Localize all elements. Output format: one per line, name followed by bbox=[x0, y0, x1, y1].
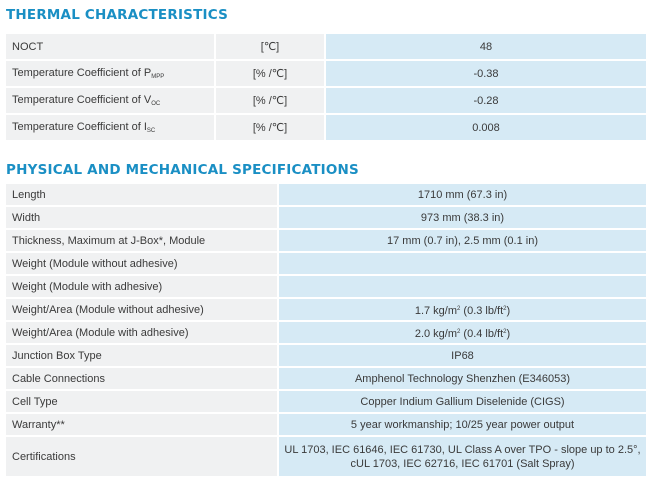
row-label bbox=[5, 114, 215, 141]
row-value bbox=[278, 275, 647, 298]
value-part: ) bbox=[506, 304, 511, 317]
row-value: 1710 mm (67.3 in) bbox=[278, 183, 647, 206]
row-label: Length bbox=[5, 183, 278, 206]
table-row bbox=[5, 60, 647, 87]
table-row bbox=[5, 183, 647, 206]
table-row bbox=[5, 390, 647, 413]
row-value: 5 year workmanship; 10/25 year power output bbox=[278, 413, 647, 436]
row-label: NOCT bbox=[5, 33, 215, 60]
row-value: -0.28 bbox=[325, 87, 647, 114]
table-row bbox=[5, 229, 647, 252]
row-value bbox=[278, 436, 647, 477]
row-label: Thickness, Maximum at J-Box*, Module bbox=[5, 229, 278, 252]
value-part: 1.7 kg/m bbox=[414, 304, 458, 317]
row-value bbox=[278, 252, 647, 275]
row-label: Certifications bbox=[5, 436, 278, 477]
row-label: Weight (Module without adhesive) bbox=[5, 252, 278, 275]
table-row bbox=[5, 436, 647, 477]
row-value: Copper Indium Gallium Diselenide (CIGS) bbox=[278, 390, 647, 413]
table-row bbox=[5, 206, 647, 229]
label-text: Temperature Coefficient of I bbox=[12, 121, 147, 133]
row-value: Amphenol Technology Shenzhen (E346053) bbox=[278, 367, 647, 390]
table-row bbox=[5, 87, 647, 114]
row-label: Weight (Module with adhesive) bbox=[5, 275, 278, 298]
row-label: Cable Connections bbox=[5, 367, 278, 390]
label-subscript: OC bbox=[151, 101, 161, 107]
row-unit: [% /℃] bbox=[215, 114, 325, 141]
value-part: ) bbox=[506, 327, 511, 340]
row-label: Warranty** bbox=[5, 413, 278, 436]
thermal-section-title: THERMAL CHARACTERISTICS bbox=[6, 7, 228, 23]
label-subscript: SC bbox=[146, 128, 156, 134]
row-value bbox=[278, 321, 647, 344]
row-unit: [% /℃] bbox=[215, 60, 325, 87]
table-row bbox=[5, 252, 647, 275]
row-label bbox=[5, 87, 215, 114]
row-value bbox=[278, 298, 647, 321]
row-label bbox=[5, 60, 215, 87]
row-value: 0.008 bbox=[325, 114, 647, 141]
physical-section-title: PHYSICAL AND MECHANICAL SPECIFICATIONS bbox=[6, 162, 359, 178]
value-superscript: 2 bbox=[503, 305, 507, 312]
row-label: Junction Box Type bbox=[5, 344, 278, 367]
row-value: 17 mm (0.7 in), 2.5 mm (0.1 in) bbox=[278, 229, 647, 252]
row-value: 48 bbox=[325, 33, 647, 60]
table-row bbox=[5, 367, 647, 390]
table-row bbox=[5, 33, 647, 60]
label-text: Temperature Coefficient of V bbox=[12, 94, 152, 106]
row-value: 973 mm (38.3 in) bbox=[278, 206, 647, 229]
row-value: -0.38 bbox=[325, 60, 647, 87]
row-label: Width bbox=[5, 206, 278, 229]
value-line: UL 1703, IEC 61646, IEC 61730, UL Class A over TPO - slope up to 2.5°, bbox=[284, 443, 641, 456]
table-row bbox=[5, 298, 647, 321]
row-label: Weight/Area (Module without adhesive) bbox=[5, 298, 278, 321]
row-label: Weight/Area (Module with adhesive) bbox=[5, 321, 278, 344]
thermal-characteristics-table bbox=[4, 32, 648, 142]
value-superscript: 2 bbox=[503, 328, 507, 335]
value-superscript: 2 bbox=[457, 328, 461, 335]
physical-mechanical-table bbox=[4, 182, 648, 478]
row-value: IP68 bbox=[278, 344, 647, 367]
value-part: 2.0 kg/m bbox=[414, 327, 458, 340]
value-line: cUL 1703, IEC 62716, IEC 61701 (Salt Spray) bbox=[350, 457, 575, 470]
table-row bbox=[5, 321, 647, 344]
row-unit: [% /℃] bbox=[215, 87, 325, 114]
label-subscript: MPP bbox=[151, 74, 165, 80]
value-part: (0.3 lb/ft bbox=[460, 304, 504, 317]
value-part: (0.4 lb/ft bbox=[460, 327, 504, 340]
row-label: Cell Type bbox=[5, 390, 278, 413]
row-unit: [℃] bbox=[215, 33, 325, 60]
table-row bbox=[5, 413, 647, 436]
value-superscript: 2 bbox=[457, 305, 461, 312]
table-row bbox=[5, 275, 647, 298]
table-row bbox=[5, 114, 647, 141]
table-row bbox=[5, 344, 647, 367]
label-text: Temperature Coefficient of P bbox=[12, 67, 152, 79]
